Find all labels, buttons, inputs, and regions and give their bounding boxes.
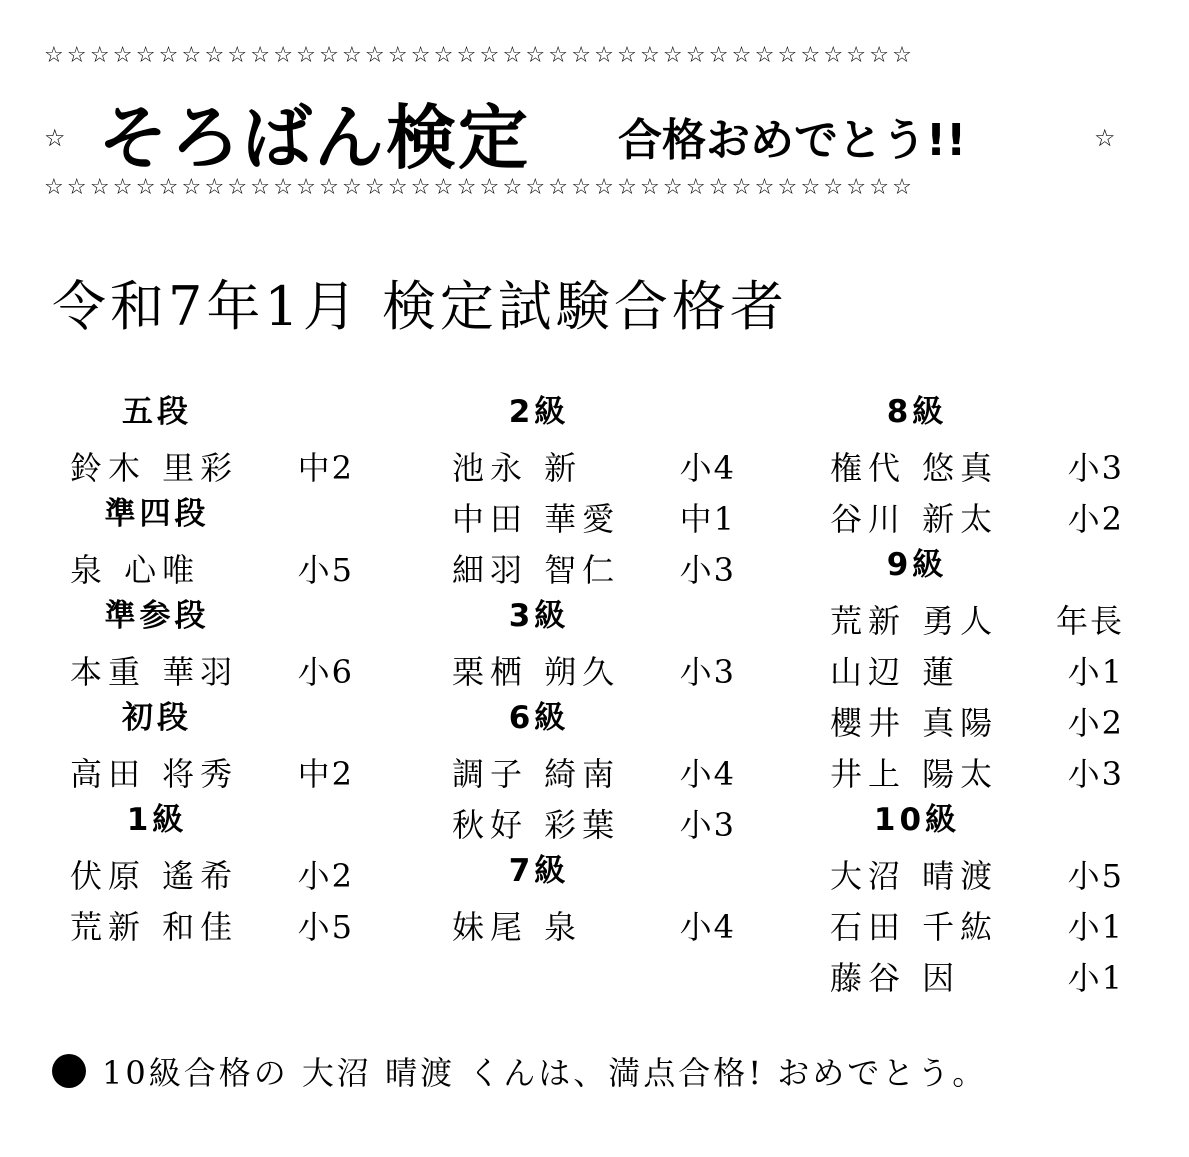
bullet-icon bbox=[52, 1054, 86, 1088]
passer-school-year: 小1 bbox=[1067, 959, 1124, 997]
passer-name: 妹尾 泉 bbox=[452, 908, 583, 946]
passer-school-year: 小3 bbox=[679, 551, 736, 589]
passer-school-year: 小2 bbox=[297, 857, 354, 895]
grade-heading: 10級 bbox=[873, 802, 961, 838]
passer-row bbox=[444, 798, 744, 849]
passer-row bbox=[62, 747, 362, 798]
results-column-2 bbox=[444, 390, 744, 951]
passer-name: 井上 陽太 bbox=[830, 755, 999, 793]
passer-row bbox=[62, 441, 362, 492]
passer-school-year: 中1 bbox=[679, 500, 736, 538]
passer-name: 谷川 新太 bbox=[830, 500, 999, 538]
results-column-3 bbox=[822, 390, 1132, 1002]
grade-heading: 6級 bbox=[508, 700, 570, 736]
passer-row bbox=[444, 747, 744, 798]
passer-school-year: 小3 bbox=[1067, 755, 1124, 793]
passer-name: 秋好 彩葉 bbox=[452, 806, 621, 844]
passer-row bbox=[822, 747, 1132, 798]
banner-subtitle: 合格おめでとう!! bbox=[618, 115, 967, 166]
passer-name: 池永 新 bbox=[452, 449, 583, 487]
passer-row bbox=[62, 900, 362, 951]
passer-row bbox=[444, 645, 744, 696]
passer-row bbox=[444, 441, 744, 492]
passer-row bbox=[822, 441, 1132, 492]
star-border-top: ☆☆☆☆☆☆☆☆☆☆☆☆☆☆☆☆☆☆☆☆☆☆☆☆☆☆☆☆☆☆☆☆☆☆☆☆☆☆ bbox=[44, 44, 916, 68]
passer-row bbox=[822, 900, 1132, 951]
grade-heading: 2級 bbox=[508, 394, 570, 430]
passer-school-year: 小1 bbox=[1067, 908, 1124, 946]
passer-row bbox=[822, 951, 1132, 1002]
banner-title: そろばん検定 bbox=[98, 97, 530, 179]
passer-name: 荒新 和佳 bbox=[70, 908, 239, 946]
grade-heading: 五段 bbox=[122, 394, 192, 430]
footnote-text: 10級合格の 大沼 晴渡 くんは、満点合格! おめでとう。 bbox=[102, 1054, 988, 1092]
results-column-1 bbox=[62, 390, 362, 951]
passer-school-year: 小2 bbox=[1067, 500, 1124, 538]
grade-heading: 9級 bbox=[886, 547, 948, 583]
passer-name: 高田 将秀 bbox=[70, 755, 239, 793]
passer-name: 権代 悠真 bbox=[830, 449, 999, 487]
grade-heading: 8級 bbox=[886, 394, 948, 430]
passer-name: 泉 心唯 bbox=[70, 551, 201, 589]
grade-heading: 1級 bbox=[126, 802, 188, 838]
footnote bbox=[52, 1048, 987, 1094]
passer-name: 調子 綺南 bbox=[452, 755, 621, 793]
passer-school-year: 中2 bbox=[297, 755, 354, 793]
passer-school-year: 年長 bbox=[1055, 602, 1124, 640]
passer-row bbox=[62, 543, 362, 594]
passer-name: 石田 千紘 bbox=[830, 908, 999, 946]
passer-row bbox=[822, 849, 1132, 900]
passer-school-year: 小5 bbox=[297, 551, 354, 589]
passer-name: 細羽 智仁 bbox=[452, 551, 621, 589]
passer-name: 荒新 勇人 bbox=[830, 602, 999, 640]
passer-name: 伏原 遙希 bbox=[70, 857, 239, 895]
passer-name: 中田 華愛 bbox=[452, 500, 621, 538]
passer-row bbox=[444, 492, 744, 543]
passer-row bbox=[444, 543, 744, 594]
grade-heading: 初段 bbox=[122, 700, 192, 736]
star-icon-left: ☆ bbox=[44, 124, 66, 152]
passer-school-year: 小4 bbox=[679, 755, 736, 793]
passer-name: 大沼 晴渡 bbox=[830, 857, 999, 895]
star-border-bottom: ☆☆☆☆☆☆☆☆☆☆☆☆☆☆☆☆☆☆☆☆☆☆☆☆☆☆☆☆☆☆☆☆☆☆☆☆☆☆ bbox=[44, 176, 916, 200]
passer-school-year: 中2 bbox=[297, 449, 354, 487]
passer-school-year: 小3 bbox=[1067, 449, 1124, 487]
page-heading: 令和7年1月 検定試験合格者 bbox=[52, 275, 788, 338]
passer-row bbox=[62, 849, 362, 900]
grade-heading: 準四段 bbox=[104, 496, 210, 532]
passer-row bbox=[62, 645, 362, 696]
passer-school-year: 小5 bbox=[1067, 857, 1124, 895]
passer-name: 鈴木 里彩 bbox=[70, 449, 239, 487]
passer-name: 櫻井 真陽 bbox=[830, 704, 999, 742]
star-icon-right: ☆ bbox=[1094, 124, 1116, 152]
passer-name: 山辺 蓮 bbox=[830, 653, 961, 691]
passer-row bbox=[444, 900, 744, 951]
grade-heading: 7級 bbox=[508, 853, 570, 889]
grade-heading: 3級 bbox=[508, 598, 570, 634]
passer-school-year: 小6 bbox=[297, 653, 354, 691]
passer-row bbox=[822, 594, 1132, 645]
passer-school-year: 小5 bbox=[297, 908, 354, 946]
passer-row bbox=[822, 645, 1132, 696]
passer-school-year: 小1 bbox=[1067, 653, 1124, 691]
passer-row bbox=[822, 696, 1132, 747]
passer-school-year: 小3 bbox=[679, 806, 736, 844]
grade-heading: 準参段 bbox=[104, 598, 210, 634]
passer-row bbox=[822, 492, 1132, 543]
passer-school-year: 小4 bbox=[679, 449, 736, 487]
passer-name: 栗栖 朔久 bbox=[452, 653, 621, 691]
passer-school-year: 小2 bbox=[1067, 704, 1124, 742]
passer-school-year: 小3 bbox=[679, 653, 736, 691]
passer-name: 藤谷 因 bbox=[830, 959, 961, 997]
passer-school-year: 小4 bbox=[679, 908, 736, 946]
passer-name: 本重 華羽 bbox=[70, 653, 239, 691]
